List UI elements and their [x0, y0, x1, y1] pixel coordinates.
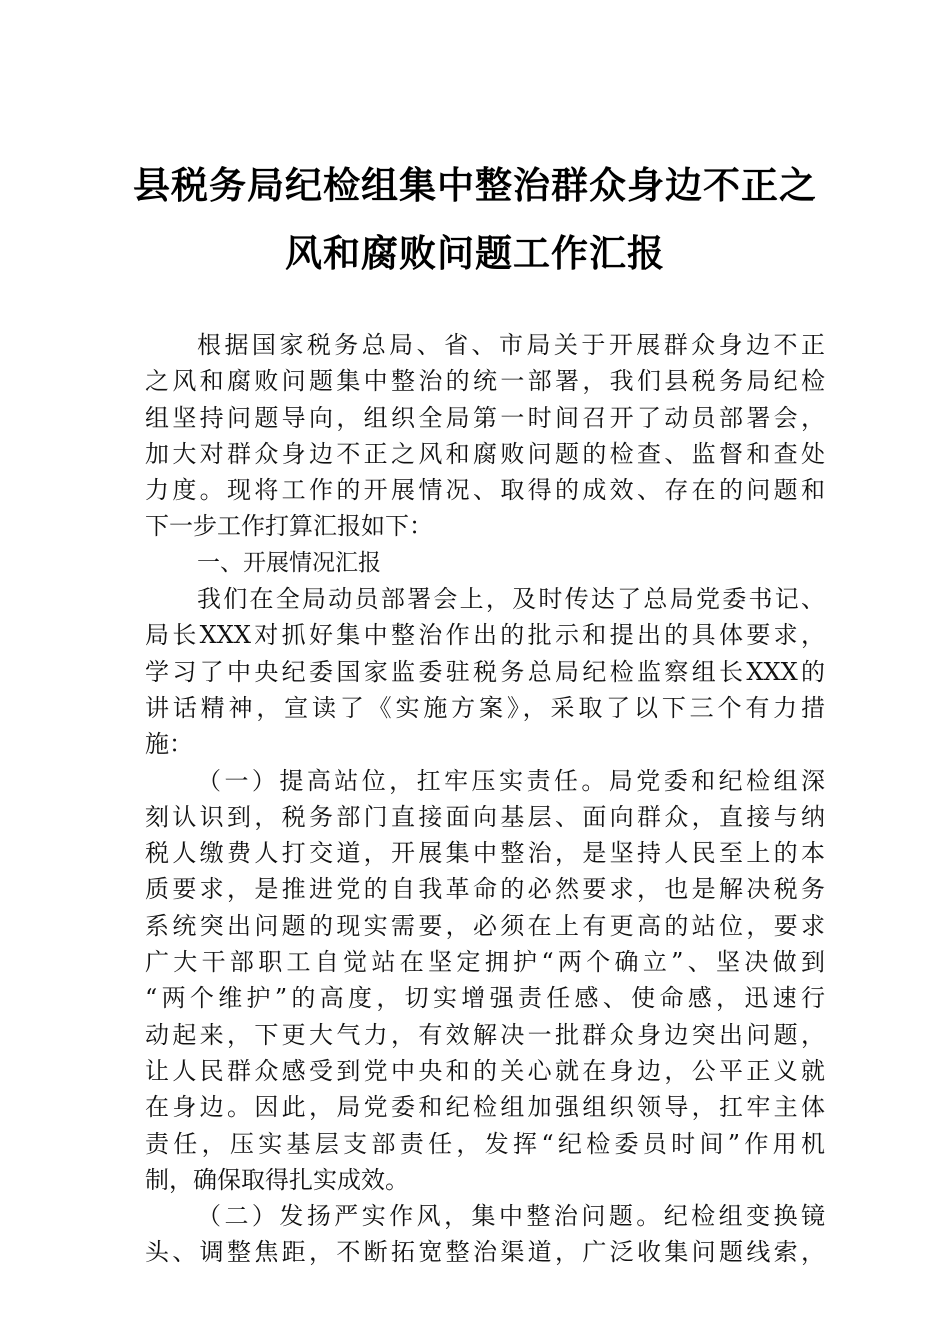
paragraph-line: 下一步工作打算汇报如下：	[145, 512, 433, 541]
paragraph-line: 广大干部职工自觉站在坚定拥护“两个确立”、坚决做到	[145, 948, 825, 977]
paragraph-line: （二）发扬严实作风，集中整治问题。纪检组变换镜	[197, 1202, 825, 1231]
paragraph-line: 之风和腐败问题集中整治的统一部署，我们县税务局纪检	[145, 367, 825, 396]
paragraph-line: 税人缴费人打交道，开展集中整治，是坚持人民至上的本	[145, 839, 825, 868]
paragraph-line: 系统突出问题的现实需要，必须在上有更高的站位，要求	[145, 911, 825, 940]
paragraph-line: （一）提高站位，扛牢压实责任。局党委和纪检组深	[197, 766, 825, 795]
paragraph-line: 组坚持问题导向，组织全局第一时间召开了动员部署会，	[145, 403, 825, 432]
paragraph-line: 责任，压实基层支部责任，发挥“纪检委员时间”作用机	[145, 1129, 825, 1158]
paragraph-line: 局长XXX对抓好集中整治作出的批示和提出的具体要求，	[145, 621, 825, 650]
paragraph-line: 制，确保取得扎实成效。	[145, 1165, 409, 1194]
paragraph-line: 加大对群众身边不正之风和腐败问题的检查、监督和查处	[145, 439, 825, 468]
paragraph-line: 刻认识到，税务部门直接面向基层、面向群众，直接与纳	[145, 802, 825, 831]
document-body	[145, 327, 825, 1271]
paragraph-line: 让人民群众感受到党中央和的关心就在身边，公平正义就	[145, 1056, 825, 1085]
paragraph-line: “两个维护”的高度，切实增强责任感、使命感，迅速行	[145, 984, 825, 1013]
paragraph-line: 头、调整焦距，不断拓宽整治渠道，广泛收集问题线索，	[145, 1238, 825, 1267]
paragraph-line: 施：	[145, 730, 193, 759]
paragraph-line: 力度。现将工作的开展情况、取得的成效、存在的问题和	[145, 476, 825, 505]
paragraph-line: 动起来，下更大气力，有效解决一批群众身边突出问题，	[145, 1020, 825, 1049]
section-heading: 一、开展情况汇报	[197, 549, 381, 576]
paragraph-line: 质要求，是推进党的自我革命的必然要求，也是解决税务	[145, 875, 825, 904]
document-title-line-2: 风和腐败问题工作汇报	[285, 231, 665, 275]
paragraph-line: 讲话精神，宣读了《实施方案》，采取了以下三个有力措	[145, 693, 825, 722]
paragraph-line: 我们在全局动员部署会上，及时传达了总局党委书记、	[197, 585, 825, 614]
paragraph-line: 根据国家税务总局、省、市局关于开展群众身边不正	[197, 331, 825, 359]
paragraph-line: 学习了中央纪委国家监委驻税务总局纪检监察组长XXX的	[145, 657, 825, 686]
document-title-line-1: 县税务局纪检组集中整治群众身边不正之	[133, 163, 817, 207]
paragraph-line: 在身边。因此，局党委和纪检组加强组织领导，扛牢主体	[145, 1093, 825, 1122]
